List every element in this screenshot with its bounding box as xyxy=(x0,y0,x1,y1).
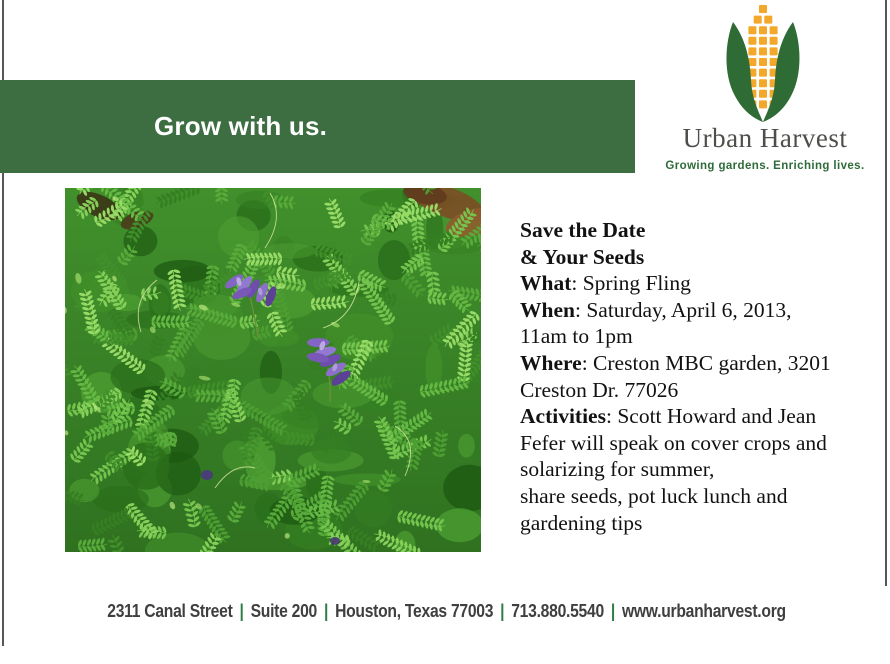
banner-tagline: Grow with us. xyxy=(154,111,328,141)
footer-item: Houston, Texas 77003 xyxy=(335,601,494,621)
page-border-right xyxy=(885,0,887,586)
footer-item: www.urbanharvest.org xyxy=(621,601,786,621)
event-details xyxy=(520,217,870,536)
footer-item: 713.880.5540 xyxy=(511,601,604,621)
event-line: share seeds, pot luck lunch and xyxy=(520,483,788,508)
corn-logo-icon xyxy=(719,2,807,123)
corn-kernels xyxy=(748,5,777,108)
event-line: solarizing for summer, xyxy=(520,457,715,482)
logo-name: Urban Harvest xyxy=(682,123,848,153)
footer-separator: | xyxy=(500,601,505,621)
footer-item: Suite 200 xyxy=(250,601,318,621)
logo-tagline: Growing gardens. Enriching lives. xyxy=(665,160,865,172)
plant-photo xyxy=(65,188,481,552)
footer-item: 2311 Canal Street xyxy=(107,601,233,621)
footer-separator: | xyxy=(239,601,244,621)
event-line: Fefer will speak on cover crops and xyxy=(520,430,827,455)
event-line: When: Saturday, April 6, 2013, xyxy=(520,297,792,322)
footer-separator: | xyxy=(323,601,329,621)
footer-contact xyxy=(59,601,833,622)
plant-photo-svg xyxy=(65,188,481,552)
event-line: 11am to 1pm xyxy=(520,324,633,349)
banner xyxy=(0,80,635,173)
event-line: Where: Creston MBC garden, 3201 xyxy=(520,350,831,375)
event-line: gardening tips xyxy=(520,510,643,535)
event-line: Activities: Scott Howard and Jean xyxy=(520,404,817,429)
event-line: What: Spring Fling xyxy=(520,271,691,296)
event-line: & Your Seeds xyxy=(520,244,645,269)
event-line: Save the Date xyxy=(520,218,646,242)
footer-separator: | xyxy=(610,601,616,621)
event-line: Creston Dr. 77026 xyxy=(520,377,679,402)
